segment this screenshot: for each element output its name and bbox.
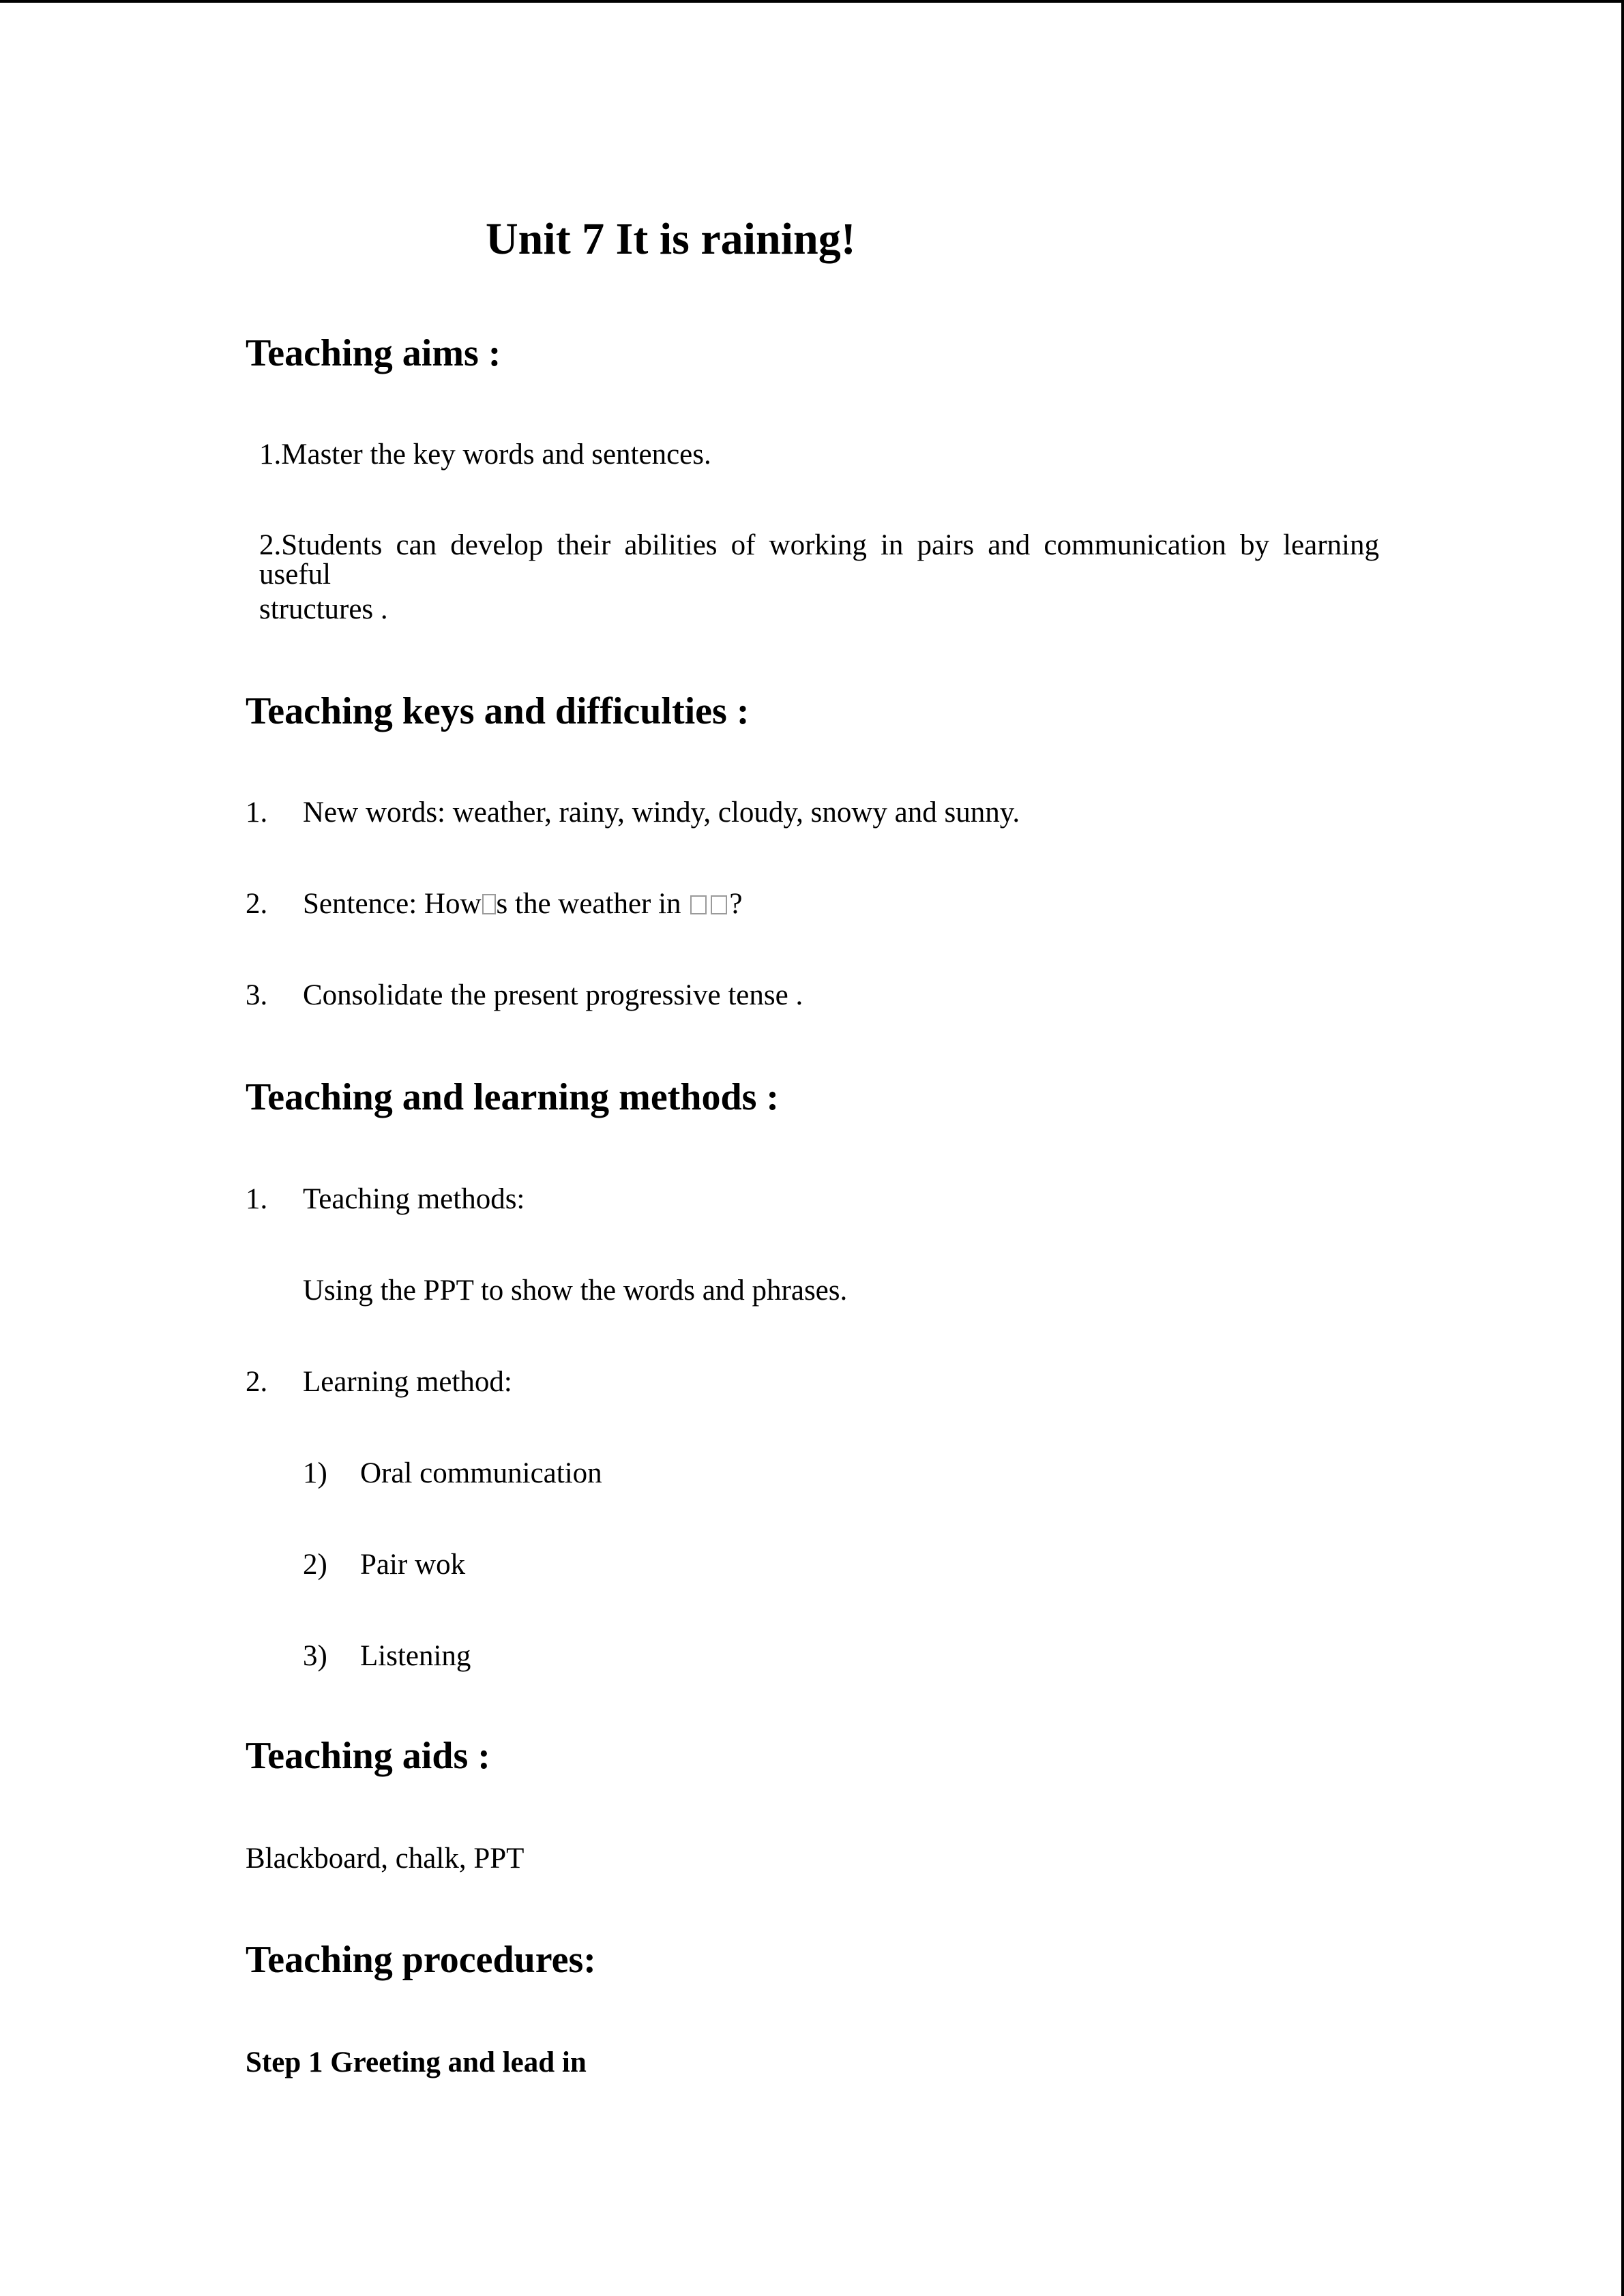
learning-method-1-text: Oral communication: [360, 1457, 602, 1489]
page-border-right: [1621, 0, 1624, 2296]
methods-item-2-number: 2.: [246, 1366, 268, 1398]
methods-item-1-detail: Using the PPT to show the words and phrases.: [303, 1274, 848, 1307]
methods-item-2-label: Learning method:: [303, 1366, 512, 1398]
missing-glyph-box-icon: [690, 895, 707, 914]
missing-glyph-box-icon: [482, 894, 496, 914]
keys-item-3-number: 3.: [246, 979, 268, 1011]
heading-teaching-aids: Teaching aids :: [246, 1735, 490, 1777]
page-border-top: [0, 0, 1624, 3]
keys-item-1-number: 1.: [246, 796, 268, 829]
learning-method-1-number: 1): [303, 1457, 327, 1489]
methods-item-1-number: 1.: [246, 1183, 268, 1215]
procedure-step-1: Step 1 Greeting and lead in: [246, 2046, 587, 2078]
keys-item-1-text: New words: weather, rainy, windy, cloudy, snowy and sunny.: [303, 796, 1020, 829]
keys-item-2-text-mid: s the weather in: [496, 888, 681, 920]
teaching-aids-text: Blackboard, chalk, PPT: [246, 1843, 525, 1875]
heading-teaching-methods: Teaching and learning methods :: [246, 1076, 780, 1118]
aims-item-2-line-2: structures .: [259, 593, 388, 625]
keys-item-3-text: Consolidate the present progressive tense .: [303, 979, 803, 1011]
keys-item-2-text-after: ?: [729, 888, 743, 920]
aims-item-1: 1.Master the key words and sentences.: [259, 438, 711, 471]
missing-glyph-box-icon: [711, 895, 727, 914]
learning-method-3-text: Listening: [360, 1640, 471, 1672]
document-title: Unit 7 It is raining!: [486, 214, 856, 264]
heading-teaching-procedures: Teaching procedures:: [246, 1939, 596, 1981]
keys-item-2-sentence: [303, 889, 742, 919]
heading-teaching-aims: Teaching aims :: [246, 332, 501, 374]
learning-method-2-text: Pair wok: [360, 1549, 466, 1581]
learning-method-2-number: 2): [303, 1549, 327, 1581]
aims-item-2-line-1: 2.Students can develop their abilities of working in pairs and communication by learning useful: [259, 529, 1379, 591]
learning-method-3-number: 3): [303, 1640, 327, 1672]
keys-item-2-text-before: Sentence: How: [303, 888, 482, 920]
heading-teaching-keys: Teaching keys and difficulties :: [246, 690, 750, 732]
methods-item-1-label: Teaching methods:: [303, 1183, 525, 1215]
keys-item-2-number: 2.: [246, 888, 268, 920]
